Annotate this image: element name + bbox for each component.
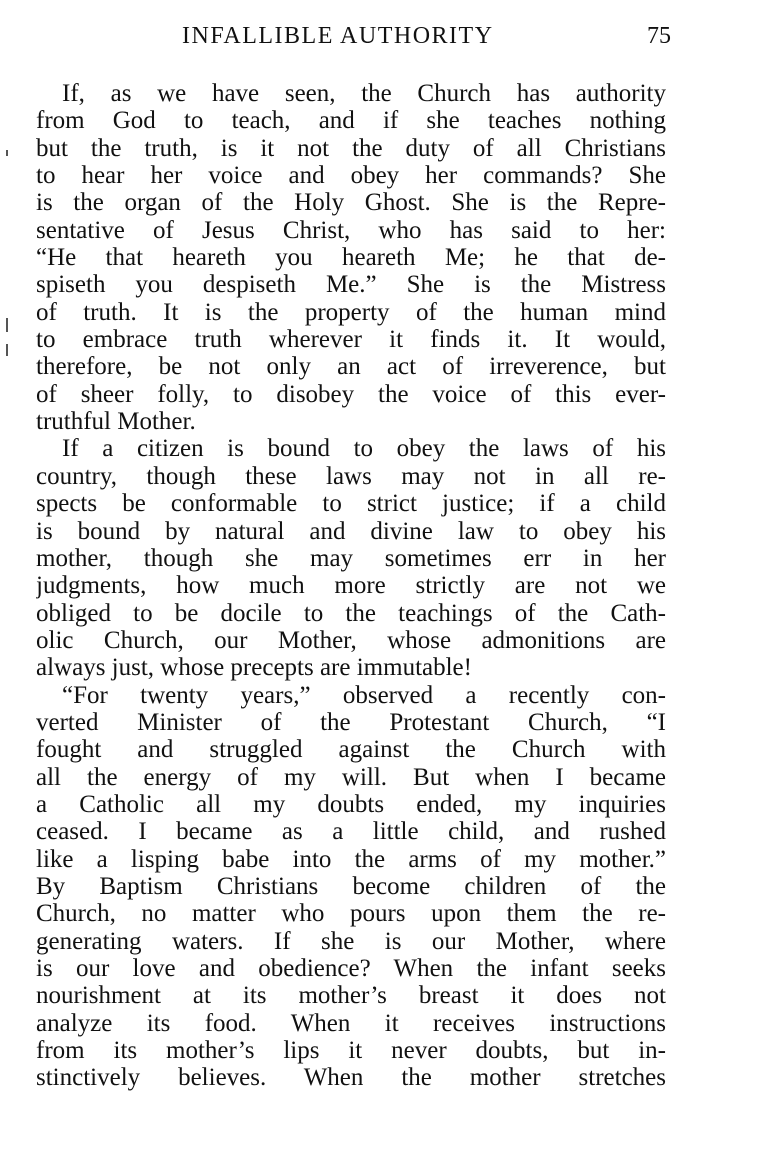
margin-mark <box>6 344 8 356</box>
text-line: to embrace truth wherever it finds it. It would, <box>36 326 666 354</box>
text-line: spiseth you despiseth Me.” She is the Mistress <box>36 271 666 299</box>
text-line: country, though these laws may not in all re- <box>36 462 666 490</box>
text-line: sentative of Jesus Christ, who has said to her: <box>36 216 666 244</box>
text-line: of truth. It is the property of the human mind <box>36 298 666 326</box>
text-line: a Catholic all my doubts ended, my inquiries <box>36 790 666 818</box>
text-line: always just, whose precepts are immutable! <box>36 654 472 682</box>
text-line: obliged to be docile to the teachings of the Cath- <box>36 599 666 627</box>
text-line: is the organ of the Holy Ghost. She is the Repre- <box>36 189 666 217</box>
text-line: stinctively believes. When the mother stretches <box>36 1064 666 1092</box>
text-line: “For twenty years,” observed a recently con- <box>62 681 666 709</box>
text-line: but the truth, is it not the duty of all Christians <box>36 134 666 162</box>
text-line: is bound by natural and divine law to obey his <box>36 517 666 545</box>
text-line: analyze its food. When it receives instructions <box>36 1009 666 1037</box>
text-line: nourishment at its mother’s breast it does not <box>36 982 666 1010</box>
page-header <box>0 20 767 52</box>
running-title: INFALLIBLE AUTHORITY <box>182 23 494 49</box>
text-line: from its mother’s lips it never doubts, but in- <box>36 1037 666 1065</box>
text-line: all the energy of my will. But when I became <box>36 763 666 791</box>
text-line: fought and struggled against the Church with <box>36 736 666 764</box>
margin-mark <box>6 150 8 156</box>
body-text <box>36 80 666 1092</box>
text-line: “He that heareth you heareth Me; he that de- <box>36 244 666 272</box>
text-line: spects be conformable to strict justice; if a child <box>36 490 666 518</box>
text-line: mother, though she may sometimes err in her <box>36 544 666 572</box>
text-line: If a citizen is bound to obey the laws of his <box>62 435 666 463</box>
text-line: to hear her voice and obey her commands? She <box>36 162 666 190</box>
text-line: verted Minister of the Protestant Church, “I <box>36 708 666 736</box>
text-line: judgments, how much more strictly are not we <box>36 572 666 600</box>
text-line: from God to teach, and if she teaches nothing <box>36 107 666 135</box>
text-line: Church, no matter who pours upon them the re- <box>36 900 666 928</box>
text-line: ceased. I became as a little child, and rushed <box>36 818 666 846</box>
text-line: truthful Mother. <box>36 408 196 436</box>
text-line: generating waters. If she is our Mother, where <box>36 927 666 955</box>
text-line: of sheer folly, to disobey the voice of this ever- <box>36 380 666 408</box>
text-line: is our love and obedience? When the infant seeks <box>36 955 666 982</box>
page-number: 75 <box>647 23 671 49</box>
text-line: If, as we have seen, the Church has authority <box>62 80 666 107</box>
text-line: By Baptism Christians become children of the <box>36 872 666 900</box>
margin-mark <box>6 318 8 332</box>
text-line: like a lisping babe into the arms of my mother.” <box>36 845 666 873</box>
text-line: olic Church, our Mother, whose admonitions are <box>36 626 666 654</box>
text-line: therefore, be not only an act of irreverence, but <box>36 353 666 381</box>
